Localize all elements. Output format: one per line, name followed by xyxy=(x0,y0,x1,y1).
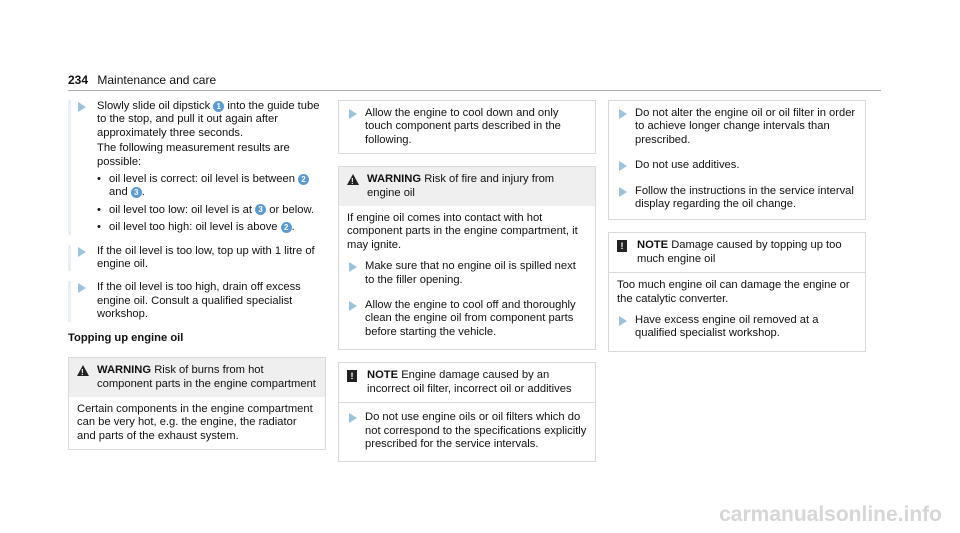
arrow-icon xyxy=(349,262,357,272)
warning-body: Certain components in the engine compartment can be very hot, e.g. the engine, the radiator and parts of the exhaust system. xyxy=(77,402,313,442)
note-label: NOTE xyxy=(367,369,399,382)
warning-header xyxy=(339,167,595,206)
arrow-icon xyxy=(349,109,357,119)
note-title: Engine damage caused by an incorrect oil filter, incorrect oil or additives xyxy=(367,369,572,395)
warning-header xyxy=(69,358,325,397)
results-intro: The following measurement results are possible: xyxy=(97,142,290,168)
list-item: • oil level too low: oil level is at 3 or below. xyxy=(97,204,326,217)
page-number: 234 xyxy=(68,73,89,87)
step-too-high xyxy=(68,281,326,321)
callout-3-icon: 3 xyxy=(131,187,142,198)
step-box xyxy=(608,100,866,220)
note-label: NOTE xyxy=(637,239,669,252)
note-title: Damage caused by topping up too much engine oil xyxy=(637,239,842,265)
subheading: Topping up engine oil xyxy=(68,331,184,344)
callout-2-icon: 2 xyxy=(298,174,309,185)
arrow-icon xyxy=(619,161,627,171)
note-body: Too much engine oil can damage the engine or the catalytic converter. xyxy=(617,279,850,305)
note-header xyxy=(339,363,595,402)
step-slide-dipstick xyxy=(68,100,326,235)
arrow-icon xyxy=(78,283,86,293)
arrow-icon xyxy=(619,109,627,119)
callout-3-icon: 3 xyxy=(255,204,266,215)
step-text: Slowly slide oil dipstick 1 into the guide tube to the stop, and pull it out again after approximately three seconds. xyxy=(97,100,320,139)
arrow-icon xyxy=(619,316,627,326)
watermark: carmanualsonline.info xyxy=(719,503,942,526)
column-1 xyxy=(68,100,326,462)
note-icon: ! xyxy=(347,370,357,382)
column-2 xyxy=(338,100,596,474)
note-icon: ! xyxy=(617,240,627,252)
warning-title: Risk of burns from hot component parts in the engine compartment xyxy=(97,364,316,390)
note-step: Have excess engine oil removed at a qualified specialist workshop. xyxy=(609,312,865,351)
column-3 xyxy=(608,100,866,364)
warning-box xyxy=(68,357,326,450)
arrow-icon xyxy=(78,102,86,112)
step-no-alter: Do not alter the engine oil or oil filter in order to achieve longer change intervals than prescribed. xyxy=(609,101,865,153)
step-text: If the oil level is too low, top up with 1 litre of engine oil. xyxy=(97,244,315,271)
result-list xyxy=(97,173,326,235)
warning-body: If engine oil comes into contact with hot component parts in the engine compartment, it may ignite. xyxy=(347,212,578,251)
warning-label: WARNING xyxy=(97,364,152,377)
step-follow-instructions: Follow the instructions in the service interval display regarding the oil change. xyxy=(609,179,865,220)
page-header xyxy=(68,73,216,87)
warning-label: WARNING xyxy=(367,173,422,186)
callout-2-icon: 2 xyxy=(281,222,292,233)
step-text: If the oil level is too high, drain off excess engine oil. Consult a qualified specialist workshop. xyxy=(97,281,301,321)
note-step: Do not use engine oils or oil filters which do not correspond to the specifications explicitly prescribed for the service intervals. xyxy=(339,403,595,461)
warning-icon xyxy=(347,174,359,185)
warning-icon xyxy=(77,365,89,376)
step-text: Allow the engine to cool down and only touch component parts described in the following. xyxy=(365,107,561,146)
step-cool-down xyxy=(339,101,595,153)
callout-1-icon: 1 xyxy=(213,101,224,112)
note-header xyxy=(609,233,865,272)
note-box xyxy=(608,232,866,351)
warning-step: Make sure that no engine oil is spilled next to the filler opening. xyxy=(339,258,595,297)
arrow-icon xyxy=(349,413,357,423)
step-box xyxy=(338,100,596,154)
arrow-icon xyxy=(619,187,627,197)
section-title: Maintenance and care xyxy=(97,73,217,87)
warning-box xyxy=(338,166,596,350)
warning-step: Allow the engine to cool off and thoroughly clean the engine oil from component parts before starting the vehicle. xyxy=(339,297,595,349)
step-no-additives: Do not use additives. xyxy=(609,153,865,178)
step-too-low xyxy=(68,245,326,272)
arrow-icon xyxy=(78,247,86,257)
warning-title: Risk of fire and injury from engine oil xyxy=(367,173,555,199)
header-rule xyxy=(68,90,881,91)
list-item: • oil level too high: oil level is above 2 . xyxy=(97,221,326,234)
arrow-icon xyxy=(349,301,357,311)
note-box xyxy=(338,362,596,462)
list-item: • oil level is correct: oil level is between 2 and 3 . xyxy=(97,173,326,200)
